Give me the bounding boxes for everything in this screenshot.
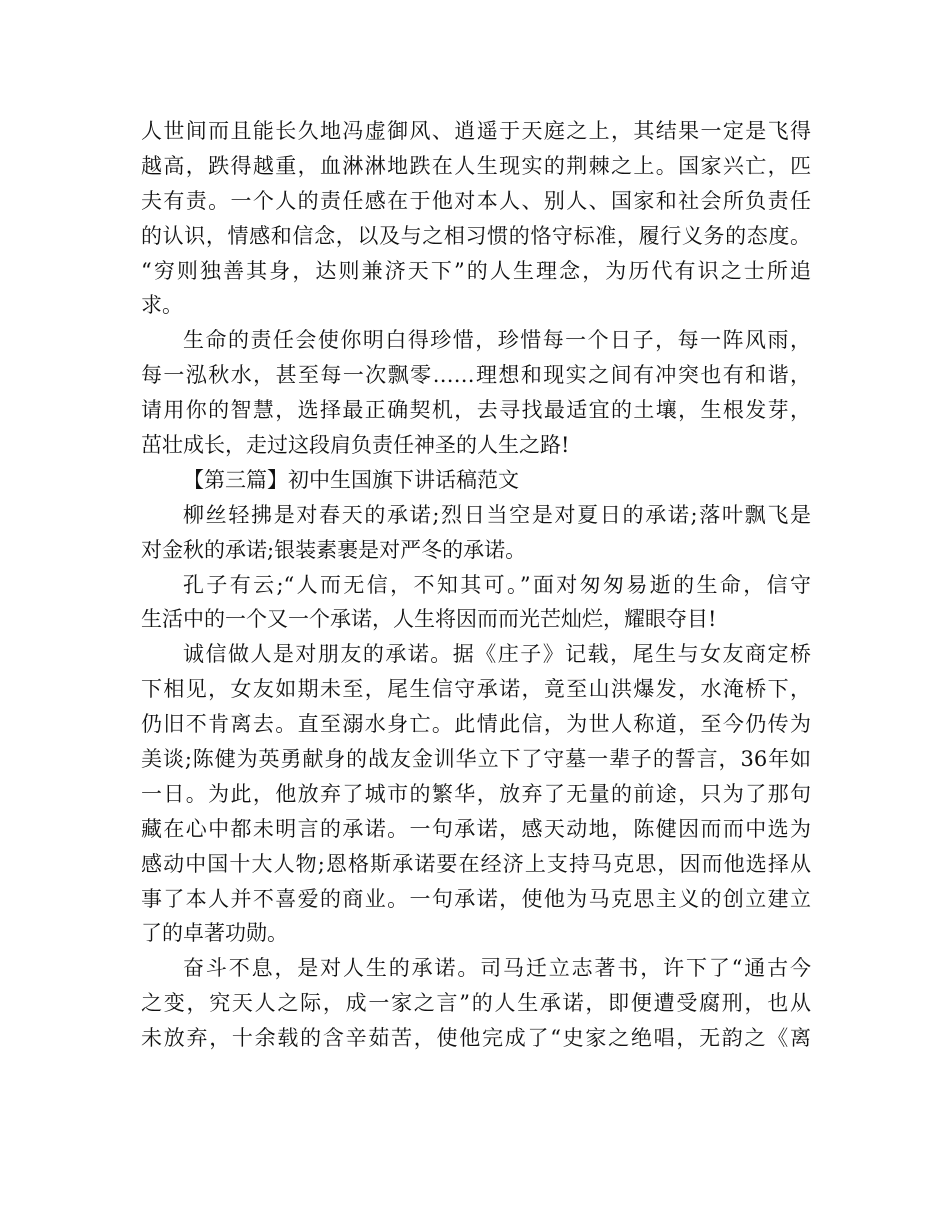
text-line: 茁壮成长，走过这段肩负责任神圣的人生之路! xyxy=(141,433,570,458)
text-line: 事了本人并不喜爱的商业。一句承诺，使他为马克思主义的创立建立 xyxy=(141,886,811,911)
text-line: 藏在心中都未明言的承诺。一句承诺，感天动地，陈健因而而中选为 xyxy=(141,816,811,841)
text-line: 了的卓著功勋。 xyxy=(141,921,288,946)
paragraph-first-line: 孔子有云;“人而无信，不知其可。”面对匆匆易逝的生命，信守 xyxy=(183,572,811,597)
paragraph-first-line: 生命的责任会使你明白得珍惜，珍惜每一个日子，每一阵风雨， xyxy=(183,328,811,353)
paragraph-first-line: 诚信做人是对朋友的承诺。据《庄子》记载，尾生与女友商定桥 xyxy=(183,642,811,667)
text-line: 求。 xyxy=(141,293,183,318)
text-line: 每一泓秋水，甚至每一次飘零……理想和现实之间有冲突也有和谐， xyxy=(141,363,811,388)
text-line: 下相见，女友如期未至，尾生信守承诺，竟至山洪爆发，水淹桥下， xyxy=(141,677,811,702)
text-line: “穷则独善其身，达则兼济天下”的人生理念，为历代有识之士所追 xyxy=(141,258,811,283)
paragraph-first-line: 奋斗不息，是对人生的承诺。司马迁立志著书，许下了“通古今 xyxy=(183,956,811,981)
section-heading: 【第三篇】初中生国旗下讲话稿范文 xyxy=(183,467,519,492)
text-line: 未放弃，十余载的含辛茹苦，使他完成了“史家之绝唱，无韵之《离 xyxy=(141,1026,811,1051)
text-line: 请用你的智慧，选择最正确契机，去寻找最适宜的土壤，生根发芽， xyxy=(141,398,811,423)
text-line: 仍旧不肯离去。直至溺水身亡。此情此信，为世人称道，至今仍传为 xyxy=(141,712,811,737)
text-line: 人世间而且能长久地冯虚御风、逍遥于天庭之上，其结果一定是飞得 xyxy=(141,119,811,143)
text-line: 一日。为此，他放弃了城市的繁华，放弃了无量的前途，只为了那句 xyxy=(141,781,811,806)
text-line: 越高，跌得越重，血淋淋地跌在人生现实的荆棘之上。国家兴亡，匹 xyxy=(141,153,811,178)
text-line: 夫有责。一个人的责任感在于他对本人、别人、国家和社会所负责任 xyxy=(141,188,811,213)
text-line: 美谈;陈健为英勇献身的战友金训华立下了守墓一辈子的誓言，36年如 xyxy=(141,747,811,772)
document-page xyxy=(141,114,811,1056)
paragraph-first-line: 柳丝轻拂是对春天的承诺;烈日当空是对夏日的承诺;落叶飘飞是 xyxy=(183,502,811,527)
text-line: 的认识，情感和信念，以及与之相习惯的恪守标准，履行义务的态度。 xyxy=(141,223,811,248)
text-line: 之变，究天人之际，成一家之言”的人生承诺，即便遭受腐刑，也从 xyxy=(141,991,811,1016)
text-line: 感动中国十大人物;恩格斯承诺要在经济上支持马克思，因而他选择从 xyxy=(141,851,811,876)
text-line: 生活中的一个又一个承诺，人生将因而而光芒灿烂，耀眼夺目! xyxy=(141,607,717,632)
text-line: 对金秋的承诺;银装素裹是对严冬的承诺。 xyxy=(141,537,527,562)
